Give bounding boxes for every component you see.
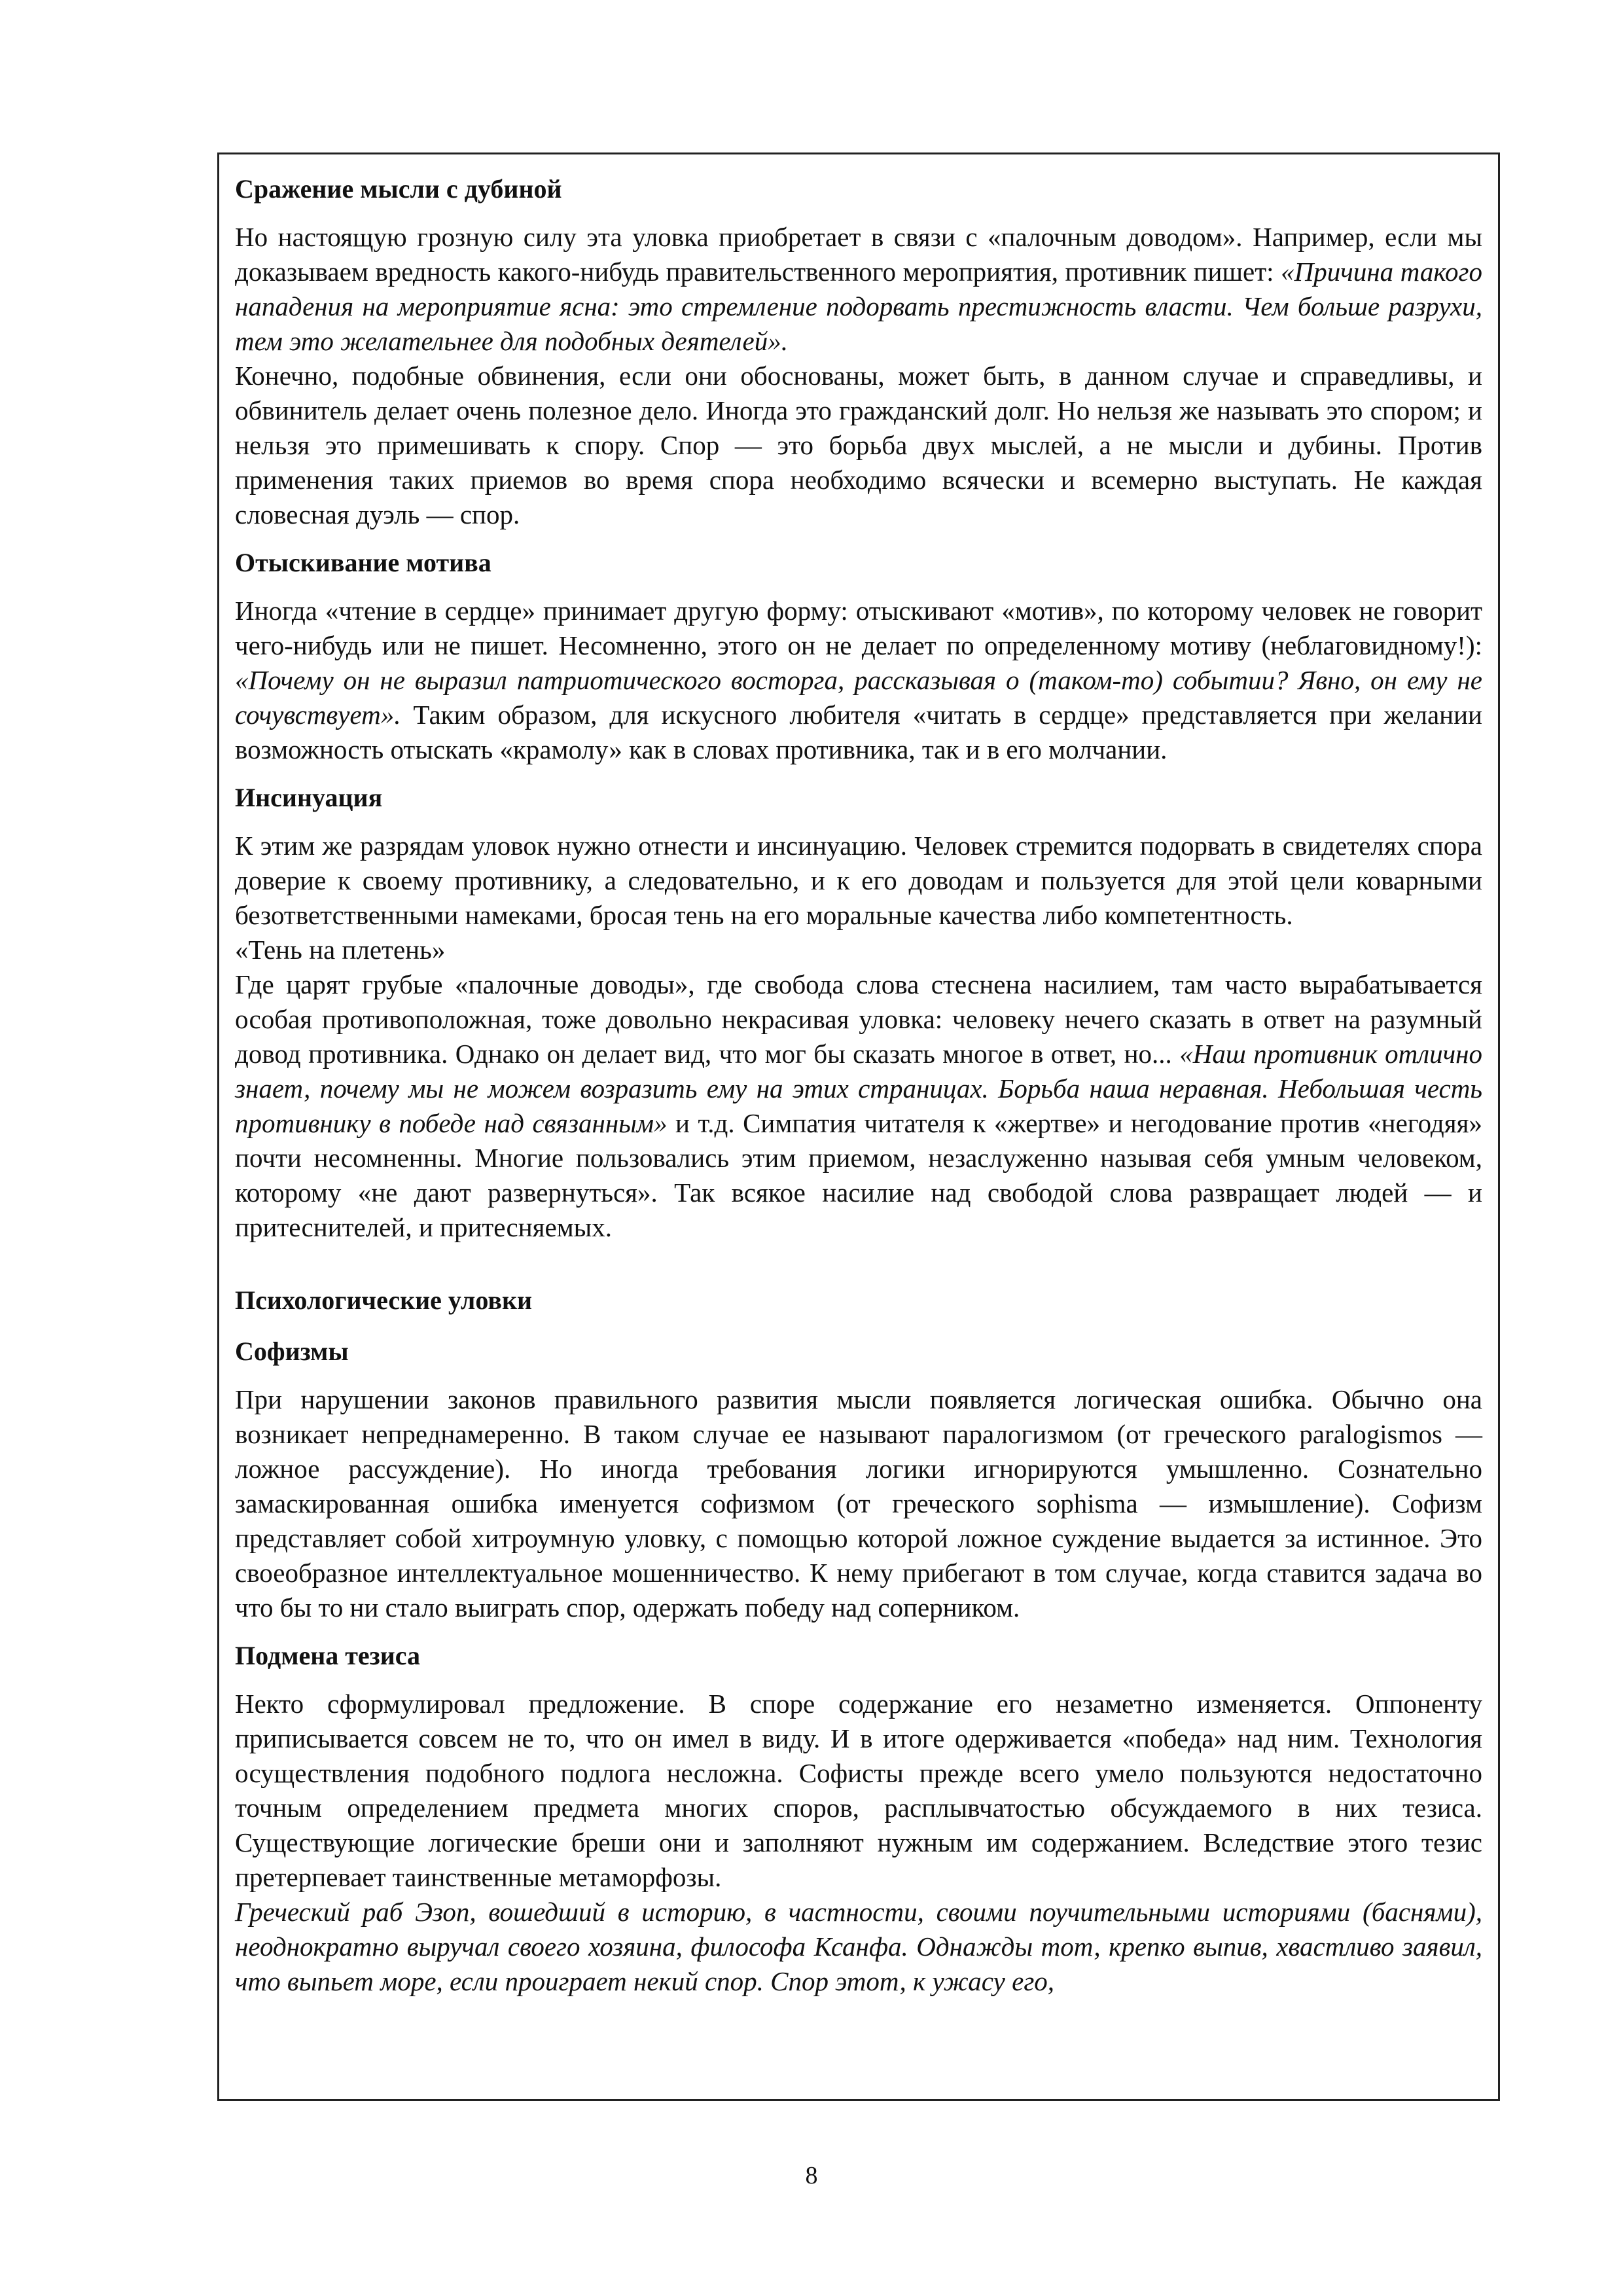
heading-motive-search: Отыскивание мотива [235,548,491,577]
text-tail: Таким образом, для искусного любителя «читать в сердце» представляется при желании возможность отыскать «крамолу» как в словах противника, так и в его молчании. [235,700,1482,764]
paragraph-motive [235,594,1482,767]
heading-thought-vs-club: Сражение мысли с дубиной [235,174,562,204]
paragraph-club-1 [235,220,1482,359]
text: Но настоящую грозную силу эта уловка приобретает в связи с «палочным доводом». Например, если мы доказываем вредность какого-нибудь правительственного мероприятия, противник пишет: [235,222,1482,287]
quote: Греческий раб Эзоп, вошедший в историю, в частности, своими поучительными историями (баснями), неоднократно выручал своего хозяина, философа Ксанфа. Однажды тот, крепко выпив, хвастливо заявил, что выпьет море, если проиграет некий спор. Спор этот, к ужасу его, [235,1897,1482,1996]
content-frame [217,152,1500,2101]
paragraph-sophisms: При нарушении законов правильного развития мысли появляется логическая ошибка. Обычно она возникает непреднамеренно. В таком случае ее называют паралогизмом (от греческого paralogismos — ложное рассуждение). Но иногда требования логики игнорируются умышленно. Сознательно замаскированная ошибка именуется софизмом (от греческого sophisma — измышление). Софизм представляет собой хитроумную уловку, с помощью которой ложное суждение выдается за истинное. Это своеобразное интеллектуальное мошенничество. К нему прибегают в том случае, когда ставится задача во что бы то ни стало выиграть спор, одержать победу над соперником. [235,1384,1482,1623]
paragraph-thesis: Некто сформулировал предложение. В споре содержание его незаметно изменяется. Оппоненту приписывается совсем не то, что он имел в виду. И в итоге одерживается «победа» над ним. Технология осуществления подобного подлога несложна. Софисты прежде всего умело пользуются недостаточно точным определением предмета многих споров, расплывчатостью обсуждаемого в них тезиса. Существующие логические бреши они и заполняют нужным им содержанием. Вследствие этого тезис претерпевает таинственные метаморфозы. [235,1689,1482,1892]
paragraph-club-2: Конечно, подобные обвинения, если они обоснованы, может быть, в данном случае и справедливы, и обвинитель делает очень полезное дело. Иногда это гражданский долг. Но нельзя же называть это спором; и нельзя это примешивать к спору. Спор — это борьба двух мыслей, а не мысли и дубины. Против применения таких приемов во время спора необходимо всячески и всемерно выступать. Не каждая словесная дуэль — спор. [235,361,1482,529]
quote: «Почему он не выразил патриотического восторга, рассказывая о (таком-то) событии? Явно, он ему не сочувствует». [235,665,1482,730]
subtitle-shadow: «Тень на плетень» [235,935,446,965]
text-tail: и т.д. Симпатия читателя к «жертве» и негодование против «негодяя» почти несомненны. Многие пользовались этим приемом, незаслуженно называя себя умным человеком, которому «не дают развернуться». Так всякое насилие над свободой слова развращает людей — и притеснителей, и притесняемых. [235,1108,1482,1242]
text: Где царят грубые «палочные доводы», где свобода слова стеснена насилием, там часто вырабатывается особая противоположная, тоже довольно некрасивая уловка: человеку нечего сказать в ответ на разумный довод противника. Однако он делает вид, что мог бы сказать многое в ответ, но... [235,969,1482,1069]
quote: «Наш противник отлично знает, почему мы не можем возразить ему на этих страницах. Борьба наша неравная. Небольшая честь противнику в победе над связанным» [235,1039,1482,1138]
heading-thesis-substitution: Подмена тезиса [235,1641,421,1670]
text: Иногда «чтение в сердце» принимает другую форму: отыскивают «мотив», по которому человек не говорит чего-нибудь или не пишет. Несомненно, этого он не делает по определенному мотиву (неблаговидному!): [235,596,1482,660]
paragraph-insinuation: К этим же разрядам уловок нужно отнести и инсинуацию. Человек стремится подорвать в свидетелях спора доверие к своему противнику, а следовательно, и к его доводам и пользуется для этой цели коварными безответственными намеками, бросая тень на его моральные качества либо компетентность. [235,831,1482,930]
heading-sophisms: Софизмы [235,1336,349,1366]
page-number: 8 [805,2162,818,2189]
quote: «Причина такого нападения на мероприятие ясна: это стремление подорвать престижность власти. Чем больше разрухи, тем это желательнее для подобных деятелей». [235,257,1482,356]
heading-psychological-tricks: Психологические уловки [235,1285,533,1315]
heading-insinuation: Инсинуация [235,783,383,812]
paragraph-shadow [235,967,1482,1245]
page-content [235,173,1482,1999]
paragraph-aesop [235,1895,1482,1999]
